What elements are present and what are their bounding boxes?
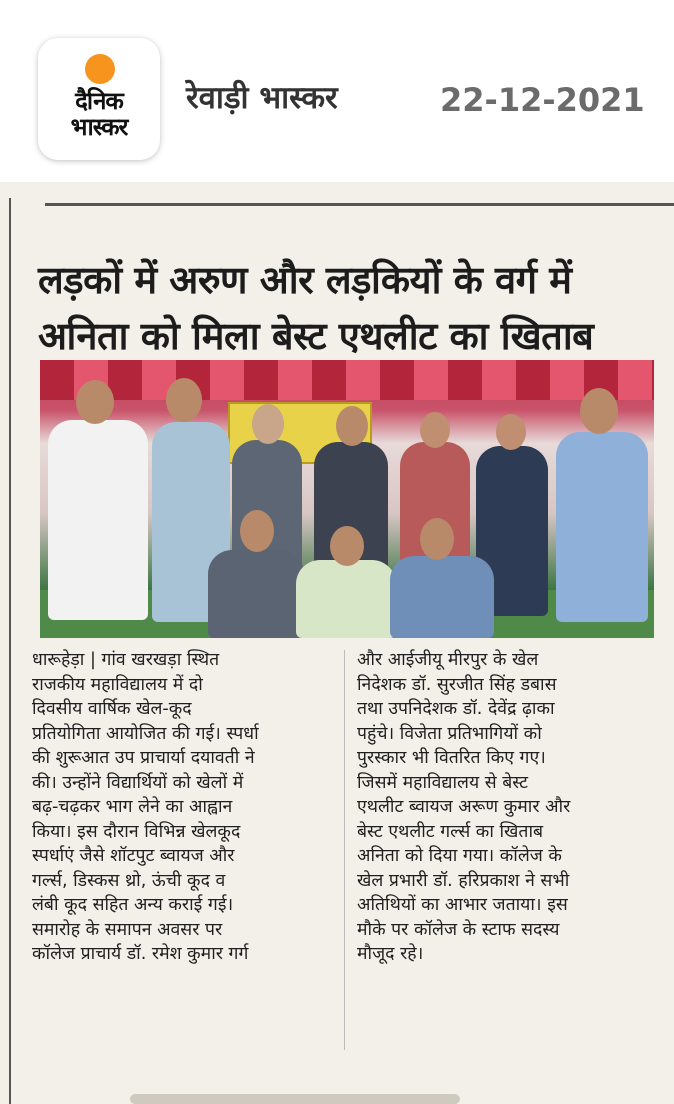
photo-decoration	[40, 360, 654, 400]
article-text-line: तथा उपनिदेशक डॉ. देवेंद्र ढ़ाका	[357, 699, 555, 719]
photo-person-head	[580, 388, 618, 434]
left-divider	[9, 198, 11, 1104]
article-headline	[38, 252, 658, 364]
sun-icon	[85, 54, 115, 84]
article-text-line: समारोह के समापन अवसर पर	[32, 919, 223, 940]
article-text-line: की। उन्होंने विद्यार्थियों को खेलों में	[32, 772, 244, 793]
article-text-line: किया। इस दौरान विभिन्न खेलकूद	[32, 821, 241, 842]
article-text-line: बढ़-चढ़कर भाग लेने का आह्वान	[32, 797, 233, 817]
logo-text-line2: भास्कर	[70, 113, 128, 141]
column-divider	[344, 650, 345, 1050]
edition-date: 22-12-2021	[440, 81, 645, 119]
dainik-bhaskar-logo	[38, 38, 160, 160]
article-text-line: कॉलेज प्राचार्य डॉ. रमेश कुमार गर्ग	[32, 944, 249, 964]
article-text-line: लंबी कूद सहित अन्य कराई गई।	[32, 895, 234, 915]
photo-person-head	[496, 414, 526, 450]
article-text-line: एथलीट ब्वायज अरूण कुमार और	[357, 797, 571, 817]
article-column-right	[357, 648, 651, 967]
photo-person-head	[336, 406, 368, 446]
photo-person	[556, 432, 648, 622]
next-headline-fragment	[130, 1094, 460, 1104]
headline-line-2: अनिता को मिला बेस्ट एथलीट का खिताब	[38, 314, 594, 358]
photo-person	[208, 550, 304, 638]
logo-text-line1: दैनिक	[75, 87, 123, 115]
article-text-line: दिवसीय वार्षिक खेल-कूद	[32, 699, 192, 719]
article-column-left	[32, 648, 332, 967]
photo-person-head	[252, 404, 284, 444]
article-text-line: प्रतियोगिता आयोजित की गई। स्पर्धा	[32, 723, 259, 744]
edition-name: रेवाड़ी भास्कर	[186, 80, 338, 116]
article-photo	[40, 360, 654, 638]
article-text-line: स्पर्धाएं जैसे शॉटपुट ब्वायज और	[32, 846, 235, 866]
article-text-line: अतिथियों का आभार जताया। इस	[357, 895, 568, 915]
article-text-line: की शुरूआत उप प्राचार्या दयावती ने	[32, 748, 255, 768]
photo-person-head	[420, 518, 454, 560]
article-text-line: निदेशक डॉ. सुरजीत सिंह डबास	[357, 674, 557, 695]
article-text-line: मौजूद रहे।	[357, 944, 424, 964]
article-text-line: अनिता को दिया गया। कॉलेज के	[357, 846, 562, 866]
photo-person	[296, 560, 396, 638]
photo-person	[390, 556, 494, 638]
top-divider	[45, 203, 674, 206]
article-text-line: जिसमें महाविद्यालय से बेस्ट	[357, 772, 528, 793]
article-text-line: खेल प्रभारी डॉ. हरिप्रकाश ने सभी	[357, 870, 570, 891]
article-text-line: पहुंचे। विजेता प्रतिभागियों को	[357, 723, 542, 744]
article-text-line: धारूहेड़ा | गांव खरखड़ा स्थित	[32, 650, 220, 670]
photo-person-head	[420, 412, 450, 448]
share-header	[0, 0, 674, 175]
photo-person-head	[330, 526, 364, 566]
photo-person-head	[240, 510, 274, 552]
photo-person	[48, 420, 148, 620]
article-text-line: पुरस्कार भी वितरित किए गए।	[357, 748, 546, 768]
article-text-line: और आईजीयू मीरपुर के खेल	[357, 650, 539, 670]
article-text-line: बेस्ट एथलीट गर्ल्स का खिताब	[357, 821, 544, 842]
photo-person-head	[76, 380, 114, 424]
article-text-line: मौके पर कॉलेज के स्टाफ सदस्य	[357, 919, 560, 940]
headline-line-1: लड़कों में अरुण और लड़कियों के वर्ग में	[38, 258, 572, 302]
photo-person-head	[166, 378, 202, 422]
newspaper-clipping	[0, 182, 674, 1104]
article-text-line: राजकीय महाविद्यालय में दो	[32, 674, 203, 695]
article-text-line: गर्ल्स, डिस्कस थ्रो, ऊंची कूद व	[32, 870, 226, 891]
